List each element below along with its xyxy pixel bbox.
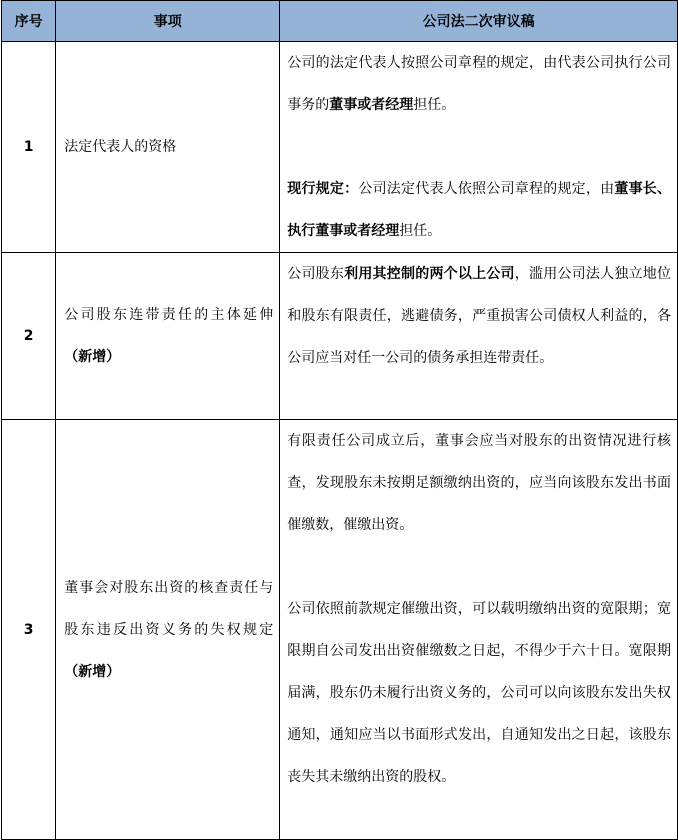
draft-paragraph: 有限责任公司成立后，董事会应当对股东的出资情况进行核查，发现股东未按期足额缴纳出资的，应当向该股东发出书面催缴数，催缴出资。	[287, 433, 671, 533]
text-segment: 担任。	[399, 223, 442, 239]
current-rule-label: 现行规定：	[287, 181, 359, 197]
text-segment: 担任。	[413, 97, 456, 113]
draft-paragraph	[287, 253, 671, 379]
text-segment: 公司法定代表人依照公司章程的规定，由	[358, 181, 615, 197]
table-row	[2, 420, 678, 840]
bold-segment: 利用其控制的两个以上公司	[344, 266, 515, 282]
header-draft: 公司法二次审议稿	[280, 1, 678, 42]
draft-cell	[280, 420, 678, 840]
table-row	[2, 42, 678, 253]
header-row	[2, 1, 678, 42]
current-rule-paragraph	[287, 168, 671, 252]
draft-cell	[280, 42, 678, 253]
bold-segment: 董事或者经理	[329, 97, 414, 113]
item-cell	[56, 253, 280, 420]
row-number: 3	[2, 420, 56, 840]
comparison-table	[1, 0, 678, 840]
row-number: 1	[2, 42, 56, 253]
row-number: 2	[2, 253, 56, 420]
blank-line	[287, 546, 671, 588]
text-segment: ，滥用公司法人独立地位和股东有限责任，逃避债务，严重损害公司债权人利益的，各公司应当对任一公司的债务承担连带责任。	[287, 266, 672, 366]
text-segment: 公司股东	[287, 266, 345, 282]
bold-segment: 董事长、执行董事或者经理	[287, 181, 672, 239]
item-text: 法定代表人的资格	[64, 139, 177, 155]
text-segment: 公司的法定代表人按照公司章程的规定，由代表公司执行公司事务的	[287, 55, 671, 113]
new-tag: （新增）	[64, 349, 121, 365]
draft-paragraph	[287, 42, 671, 126]
new-tag: （新增）	[64, 663, 121, 680]
blank-line	[287, 126, 671, 168]
item-text: 公司股东连带责任的主体延伸	[64, 307, 274, 323]
draft-paragraph: 公司依照前款规定催缴出资，可以载明缴纳出资的宽限期；宽限期自公司发出出资催缴数之日起，不得少于六十日。宽限期届满，股东仍未履行出资义务的，公司可以向该股东发出失权通知，通知应当以书面形式发出，自通知发出之日起，该股东丧失其未缴纳出资的股权。	[287, 601, 671, 785]
table-row	[2, 253, 678, 420]
item-cell	[56, 42, 280, 253]
draft-cell	[280, 253, 678, 420]
item-text: 董事会对股东出资的核查责任与股东违反出资义务的失权规定	[64, 579, 274, 638]
header-no: 序号	[2, 1, 56, 42]
header-item: 事项	[56, 1, 280, 42]
item-cell	[56, 420, 280, 840]
